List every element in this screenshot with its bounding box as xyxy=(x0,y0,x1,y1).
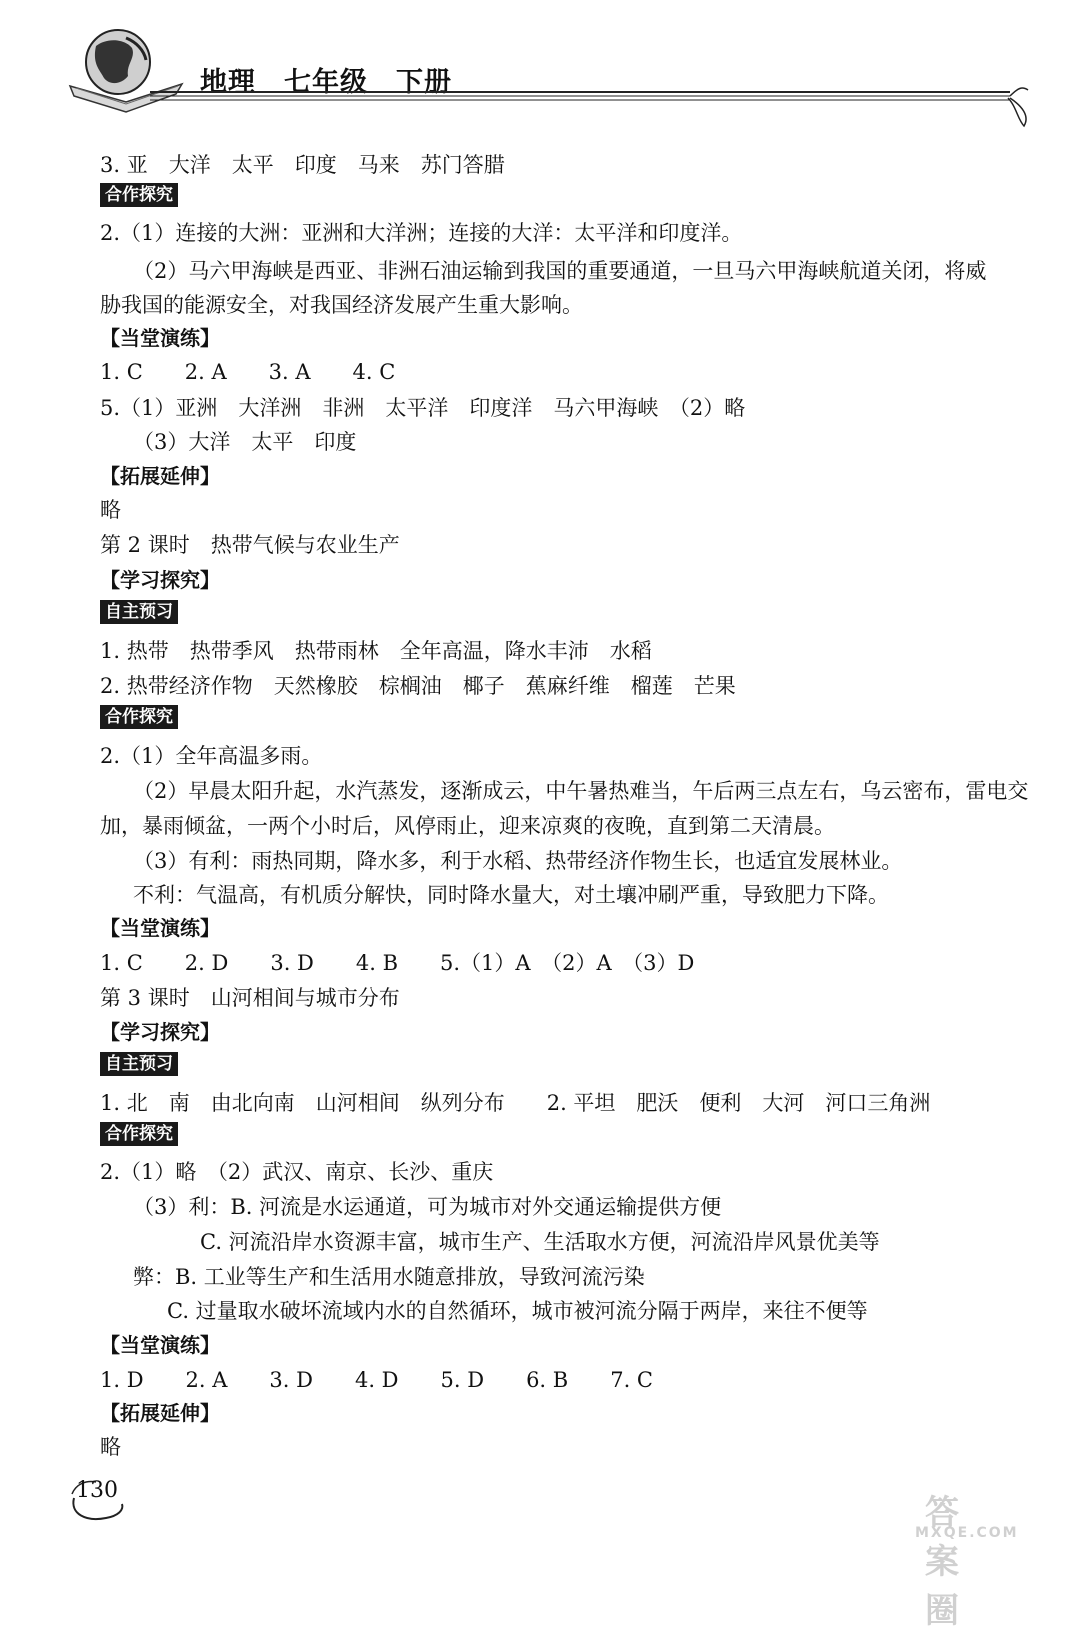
answer-line: 略 xyxy=(100,1435,121,1459)
answer-line: （3）利：B. 河流是水运通道，可为城市对外交通运输提供方便 xyxy=(133,1195,722,1219)
page-header xyxy=(0,0,1065,135)
section-heading: 【当堂演练】 xyxy=(100,1333,220,1357)
section-tag: 合作探究 xyxy=(100,183,178,207)
section-tag: 自主预习 xyxy=(100,1052,178,1076)
section-tag: 合作探究 xyxy=(100,1122,178,1146)
answer-line: 2.（1）连接的大洲：亚洲和大洋洲；连接的大洋：太平洋和印度洋。 xyxy=(100,221,743,245)
answer-line: C. 河流沿岸水资源丰富，城市生产、生活取水方便，河流沿岸风景优美等 xyxy=(200,1230,880,1254)
answer-line: 2.（1）全年高温多雨。 xyxy=(100,744,323,768)
answer-line: 2. 热带经济作物 天然橡胶 棕榈油 椰子 蕉麻纤维 榴莲 芒果 xyxy=(100,674,736,698)
watermark-text: 答案圈 xyxy=(925,1493,961,1631)
section-heading: 【当堂演练】 xyxy=(100,916,220,940)
page-number-text: 130 xyxy=(76,1478,118,1503)
answer-line: 第 3 课时 山河相间与城市分布 xyxy=(100,986,400,1010)
section-heading: 【当堂演练】 xyxy=(100,326,220,350)
answer-line: 加，暴雨倾盆，一两个小时后，风停雨止，迎来凉爽的夜晚，直到第二天清晨。 xyxy=(100,814,835,838)
answer-line: 1. D 2. A 3. D 4. D 5. D 6. B 7. C xyxy=(100,1368,653,1392)
answer-line: 1. C 2. A 3. A 4. C xyxy=(100,360,396,384)
answer-line: 弊：B. 工业等生产和生活用水随意排放，导致河流污染 xyxy=(133,1265,645,1289)
header-rule xyxy=(150,86,1040,136)
section-heading: 【学习探究】 xyxy=(100,568,220,592)
answer-line: 1. 热带 热带季风 热带雨林 全年高温，降水丰沛 水稻 xyxy=(100,639,652,663)
answer-line: （3）有利：雨热同期，降水多，利于水稻、热带经济作物生长，也适宜发展林业。 xyxy=(133,849,903,873)
answer-line: C. 过量取水破坏流域内水的自然循环，城市被河流分隔于两岸，来往不便等 xyxy=(167,1299,868,1323)
watermark-url: MXQE.COM xyxy=(915,1525,1019,1541)
section-heading: 【拓展延伸】 xyxy=(100,464,220,488)
answer-line: （2）早晨太阳升起，水汽蒸发，逐渐成云，中午暑热难当，午后两三点左右，乌云密布，雷电交 xyxy=(133,779,1029,803)
page-number xyxy=(66,1464,126,1528)
answer-line: 略 xyxy=(100,498,121,522)
answer-line: 2.（1）略 （2）武汉、南京、长沙、重庆 xyxy=(100,1160,494,1184)
answer-line: 3. 亚 大洋 太平 印度 马来 苏门答腊 xyxy=(100,153,505,177)
section-heading: 【拓展延伸】 xyxy=(100,1401,220,1425)
answer-line: （2）马六甲海峡是西亚、非洲石油运输到我国的重要通道，一旦马六甲海峡航道关闭，将威 xyxy=(133,259,987,283)
section-tag: 自主预习 xyxy=(100,600,178,624)
answer-line: 胁我国的能源安全，对我国经济发展产生重大影响。 xyxy=(100,293,583,317)
answer-line: （3）大洋 太平 印度 xyxy=(133,430,357,454)
answer-line: 不利：气温高，有机质分解快，同时降水量大，对土壤冲刷严重，导致肥力下降。 xyxy=(133,883,889,907)
answer-line: 1. 北 南 由北向南 山河相间 纵列分布 2. 平坦 肥沃 便利 大河 河口三角洲 xyxy=(100,1091,931,1115)
section-heading: 【学习探究】 xyxy=(100,1020,220,1044)
section-tag: 合作探究 xyxy=(100,705,178,729)
answer-line: 1. C 2. D 3. D 4. B 5.（1）A （2）A （3）D xyxy=(100,951,695,975)
header-title: 地理 七年级 下册 xyxy=(200,67,452,98)
answer-line: 5.（1）亚洲 大洋洲 非洲 太平洋 印度洋 马六甲海峡 （2）略 xyxy=(100,396,746,420)
answer-line: 第 2 课时 热带气候与农业生产 xyxy=(100,533,400,557)
